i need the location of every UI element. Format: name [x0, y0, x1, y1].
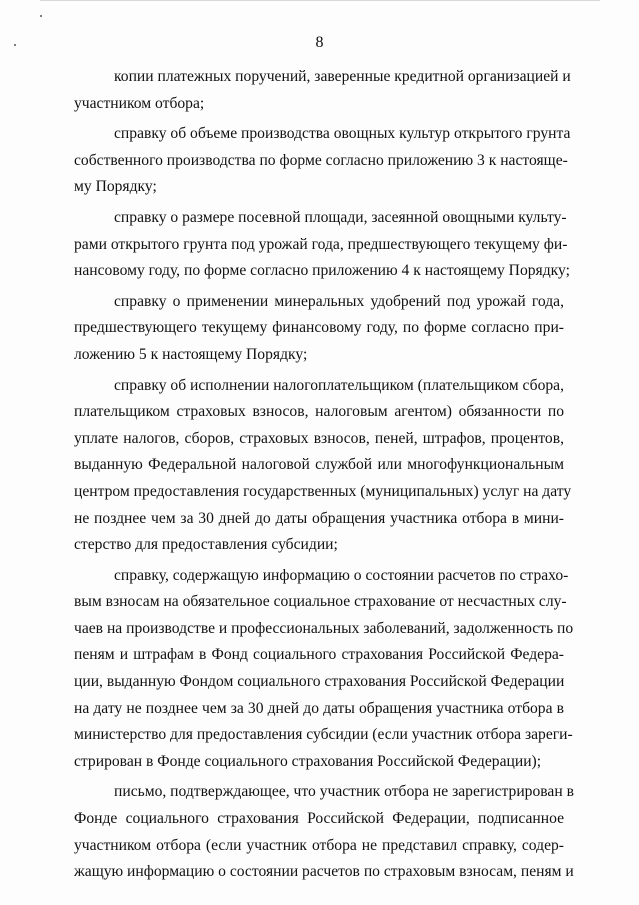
- text-line: предшествующего текущему финансовому году, по форме согласно при-: [74, 319, 564, 337]
- paragraph-first-line: справку об объеме производства овощных культур открытого грунта: [114, 125, 571, 143]
- scan-edge: [40, 0, 600, 1]
- text-line: собственного производства по форме согласно приложению 3 к настояще-: [74, 151, 568, 169]
- page-number: 8: [315, 34, 324, 51]
- text-line: центром предоставления государственных (муниципальных) услуг на дату: [74, 482, 572, 500]
- text-line: участником отбора (если участник отбора не представил справку, содер-: [74, 836, 564, 854]
- text-line: не позднее чем за 30 дней до даты обращения участника отбора в мини-: [74, 509, 564, 527]
- text-line: вым взносам на обязательное социальное страхование от несчастных слу-: [74, 593, 567, 611]
- text-line: Фонде социального страхования Российской Федерации, подписанное: [74, 810, 564, 828]
- text-line: нансовому году, по форме согласно приложению 4 к настоящему Порядку;: [74, 262, 570, 280]
- text-line: стерство для предоставления субсидии;: [74, 536, 338, 554]
- text-line: выданную Федеральной налоговой службой или многофункциональным: [74, 456, 564, 474]
- paragraph-first-line: письмо, подтверждающее, что участник отбора не зарегистрирован в: [114, 783, 574, 801]
- text-line: стрирован в Фонде социального страхования Российской Федерации);: [74, 752, 542, 770]
- text-line: на дату не позднее чем за 30 дней до даты обращения участника отбора в: [74, 699, 564, 717]
- text-line: жащую информацию о состоянии расчетов по страховым взносам, пеням и: [74, 863, 574, 881]
- document-body: [74, 64, 574, 886]
- text-line: ложению 5 к настоящему Порядку;: [74, 345, 308, 363]
- text-line: рами открытого грунта под урожай года, предшествующего текущему фи-: [74, 235, 568, 253]
- text-line: ции, выданную Фондом социального страхования Российской Федерации: [74, 673, 565, 691]
- paragraph-first-line: справку о размере посевной площади, засеянной овощными культу-: [114, 208, 567, 226]
- text-line: му Порядку;: [74, 178, 157, 196]
- text-line: плательщиком страховых взносов, налоговым агентом) обязанности по: [74, 403, 564, 421]
- paragraph-first-line: справку об исполнении налогоплательщиком (плательщиком сбора,: [114, 376, 565, 394]
- text-line: уплате налогов, сборов, страховых взносов, пеней, штрафов, процентов,: [74, 429, 564, 447]
- text-line: участником отбора;: [74, 94, 205, 112]
- scan-speck: [40, 15, 42, 17]
- paragraph-first-line: копии платежных поручений, заверенные кредитной организацией и: [114, 68, 571, 85]
- paragraph-first-line: справку о применении минеральных удобрений под урожай года,: [114, 292, 564, 310]
- paragraph-first-line: справку, содержащую информацию о состоянии расчетов по страхо-: [114, 566, 569, 584]
- text-line: министерство для предоставления субсидии (если участник отбора зареги-: [74, 726, 573, 744]
- text-line: чаев на производстве и профессиональных заболеваний, задолженность по: [74, 619, 574, 637]
- text-line: пеням и штрафам в Фонд социального страхования Российской Федера-: [74, 646, 564, 664]
